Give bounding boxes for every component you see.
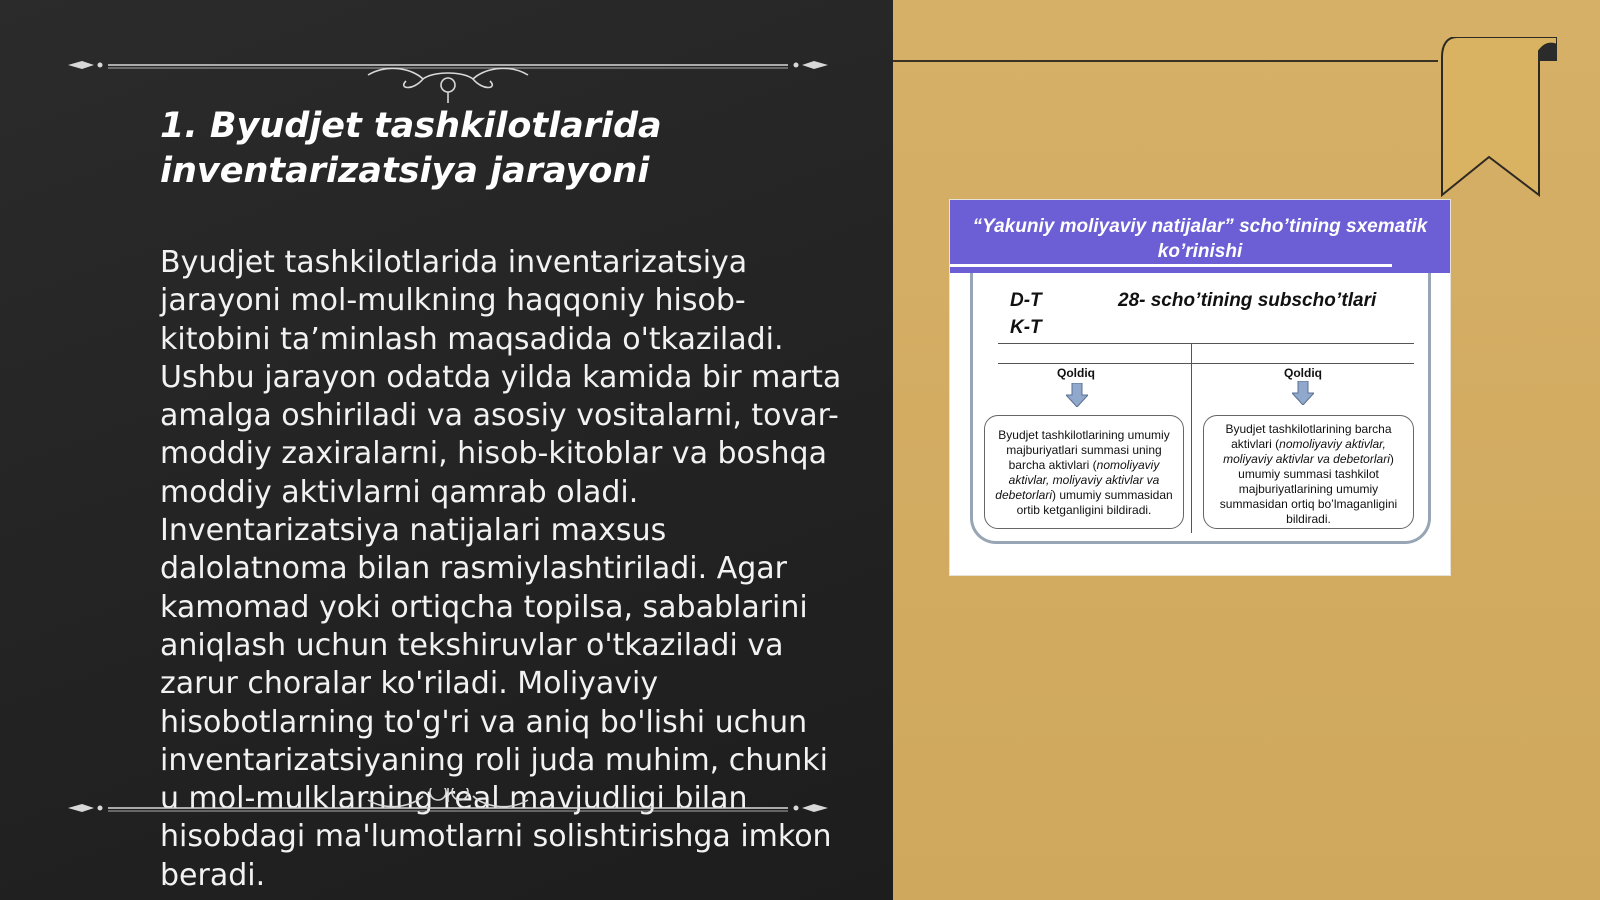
debit-label: D-T [1010,290,1042,311]
left-balance-label: Qoldiq [1057,366,1095,380]
diagram-column-divider [1191,343,1192,533]
right-balance-label: Qoldiq [1284,366,1322,380]
diagram-rule [998,363,1414,364]
down-arrow-icon [1292,381,1314,405]
diagram-image [950,200,1450,575]
down-arrow-icon [1066,383,1088,407]
left-balance-card: Byudjet tashkilotlarining umumiy majburiyatlari summasi uning barcha aktivlari (nomoliyaviy aktivlar, moliyaviy aktivlar va debetorlari) umumiy summasidan ortib ketganligini bildiradi. [984,415,1184,529]
diagram-rule [998,343,1414,344]
right-panel [893,0,1600,900]
diagram-title: “Yakuniy moliyaviy natijalar” scho’tining sxematik ko’rinishi [972,216,1428,262]
diagram-header-rule [950,264,1392,267]
credit-label: K-T [1010,317,1042,338]
bookmark-ribbon-icon [1437,37,1557,200]
slide-title: 1. Byudjet tashkilotlarida inventarizatsiya jarayoni [160,106,662,191]
header-rule [893,60,1438,62]
slide-body-text: Byudjet tashkilotlarida inventarizatsiya jarayoni mol-mulkning haqqoniy hisob-kitobini ta’minlash maqsadida o'tkaziladi. Ushbu jarayon odatda yilda kamida bir marta amalga oshiriladi va asosiy vositalarni, tovar-moddiy zaxiralarni, hisob-kitoblar va boshqa moddiy aktivlarni qamrab oladi. Inventarizatsiya natijalari maxsus dalolatnoma bilan rasmiylashtiriladi. Agar kamomad yoki ortiqcha topilsa, sabablarini aniqlash uchun tekshiruvlar o'tkaziladi va zarur choralar ko'riladi. Moliyaviy hisobotlarning to'g'ri va aniq bo'lishi uchun inventarizatsiyaning roli juda muhim, chunki u mol-mulklarning real mavjudligi bilan hisobdagi ma'lumotlarni solishtirishga imkon beradi. [160,245,842,893]
ornament-divider-top [68,55,828,105]
right-balance-card: Byudjet tashkilotlarining barcha aktivlari (nomoliyaviy aktivlar, moliyaviy aktivlar va debetorlari) umumiy summasi tashkilot majburiyatlarining umumiy summasidan ortiq bo’lmaganligini bildiradi. [1203,415,1414,529]
subaccounts-label: 28- scho’tining subscho’tlari [1118,290,1377,311]
diagram-header [950,200,1450,273]
ornament-divider-bottom [68,788,828,838]
